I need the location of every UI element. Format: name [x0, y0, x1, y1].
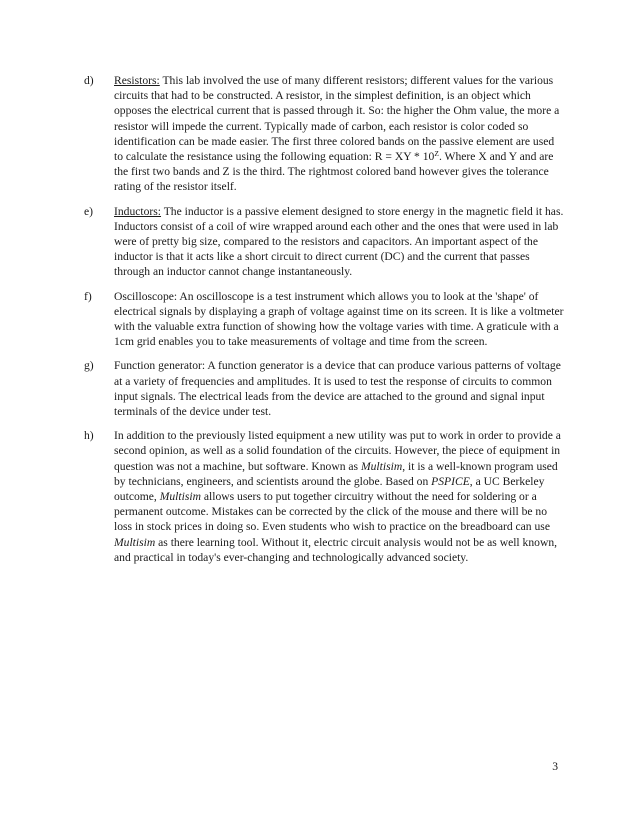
italic-text: Multisim: [114, 535, 156, 549]
item-title: Inductors:: [114, 204, 162, 218]
list-marker: g): [84, 359, 94, 373]
list-item-body: [114, 428, 564, 565]
text-segment: as there learning tool. Without it, electric circuit analysis would not be as well known, and practical in today's ever-changing and technologically advanced society.: [114, 535, 558, 564]
page-number: 3: [552, 760, 558, 773]
list-item-oscilloscope: [84, 289, 564, 350]
list-item-body: [114, 289, 564, 350]
text-segment: Function generator: A function generator is a device that can produce various patterns of voltage at a variety of frequencies and amplitudes. It is used to test the response of circuits to common input signals. The electrical leads from the device are attached to the ground and signal input terminals of the device under test.: [114, 359, 561, 419]
italic-text: Multisim: [360, 459, 403, 473]
list-marker: d): [84, 74, 94, 87]
text-segment: The inductor is a passive element designed to store energy in the magnetic field it has. Inductors consist of a coil of wire wrapped around each other and the ones that were used in lab were of pretty big size, compared to the resistors and capacitors. An important aspect of the inductor is that it acts like a short circuit to direct current (DC) and the current that passes through an inductor cannot change instantaneously.: [114, 204, 564, 279]
list-item-multisim: [84, 428, 564, 565]
text-segment: , it is a well-known program used by technicians, engineers, and scientists around the globe. Based on: [114, 459, 558, 488]
text-segment: allows users to put together circuitry without the need for soldering or a permanent outcome. Mistakes can be corrected by the click of the mouse and there will be no loss in stock prices in doing so. Even students who wish to practice on the breadboard can use: [114, 490, 550, 534]
item-title: Resistors:: [114, 74, 160, 87]
list-item-resistors: [84, 73, 564, 195]
list-marker: h): [84, 429, 94, 443]
italic-text: Multisim: [159, 490, 201, 504]
list-item-body: [114, 358, 564, 419]
list-item-body: [114, 73, 564, 195]
text-segment: In addition to the previously listed equipment a new utility was put to work in order to provide a second opinion, as well as a solid foundation of the circuits. However, the piece of equipment in question was not a machine, but software. Known as: [114, 429, 561, 473]
equipment-list: [84, 73, 564, 574]
superscript: Z: [434, 149, 439, 159]
italic-text: PSPICE: [431, 474, 470, 488]
text-segment: Oscilloscope: An oscilloscope is a test instrument which allows you to look at the 'shape' of electrical signals by displaying a graph of voltage against time on its screen. It is like a voltmeter with the valuable extra function of showing how the voltage varies with time. A graticule with a 1cm grid enables you to take measurements of voltage and time from the screen.: [114, 289, 564, 349]
list-marker: f): [84, 289, 92, 303]
text-segment: This lab involved the use of many different resistors; different values for the various circuits that had to be constructed. A resistor, in the simplest definition, is an object which opposes the electrical current that is passed through it. So: the higher the Ohm value, the more a resistor will impede the current. Typically made of carbon, each resistor is color coded so identification can be made easier. The first three colored bands on the passive element are used to calculate the resistance using the following equation: R = XY * 10: [114, 74, 560, 164]
list-item-function-generator: [84, 358, 564, 419]
list-marker: e): [84, 204, 94, 218]
list-item-inductors: [84, 204, 564, 280]
list-item-body: [114, 204, 564, 280]
text-segment: , a UC Berkeley outcome,: [114, 474, 545, 504]
text-segment: . Where X and Y and are the first two bands and Z is the third. The rightmost colored band however gives the tolerance rating of the resistor itself.: [114, 150, 554, 194]
